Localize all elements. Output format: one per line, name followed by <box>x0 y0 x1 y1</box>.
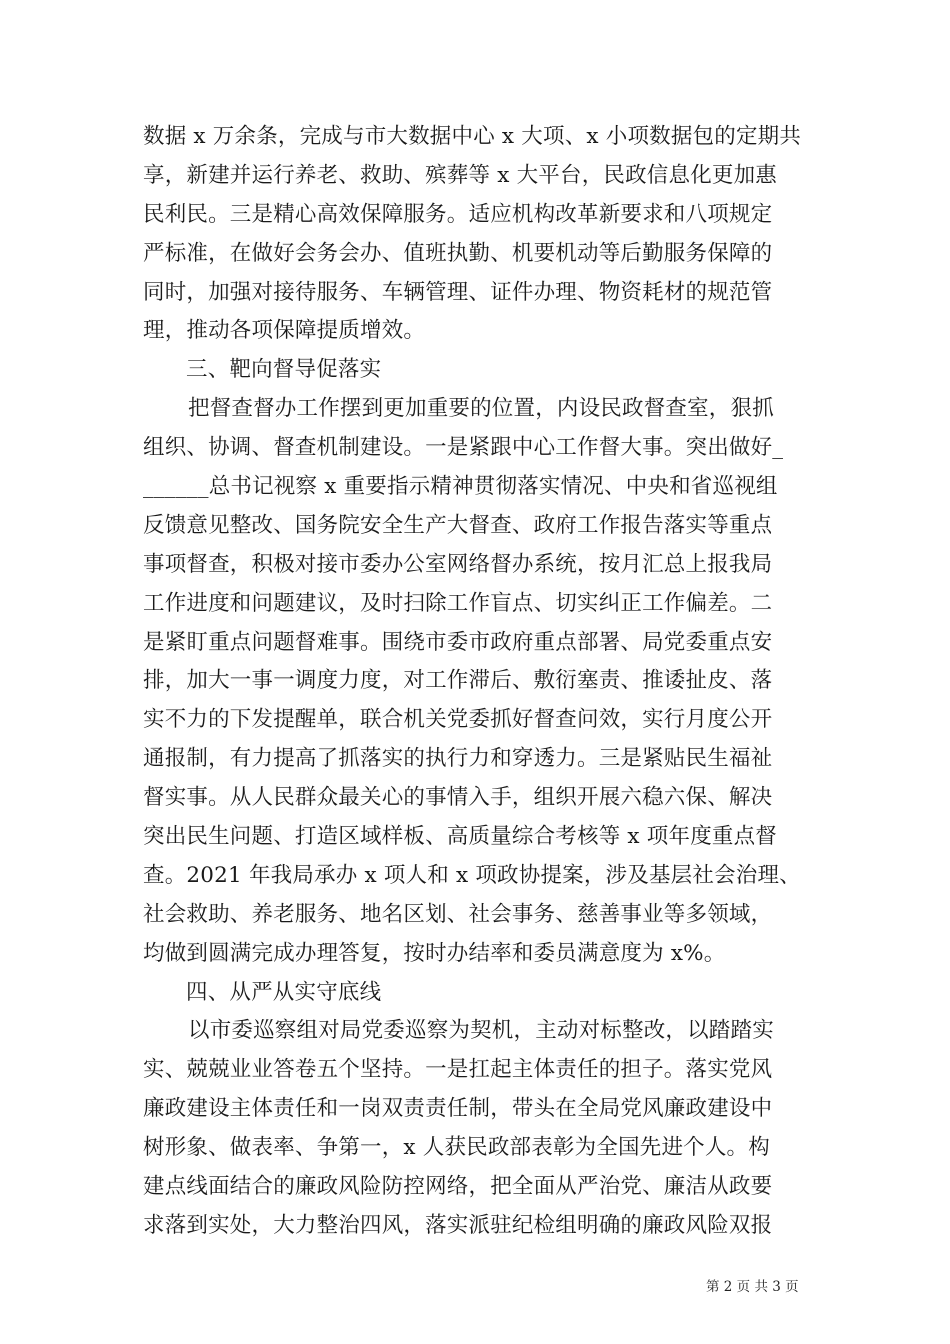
body-line: 严标准，在做好会务会办、值班执勤、机要机动等后勤服务保障的 <box>143 240 773 266</box>
body-line: 实不力的下发提醒单，联合机关党委抓好督查问效，实行月度公开 <box>143 707 773 733</box>
page-number-footer: 第 2 页 共 3 页 <box>706 1279 799 1295</box>
body-line: 树形象、做表率、争第一，x 人获民政部表彰为全国先进个人。构 <box>143 1135 770 1161</box>
body-line: 事项督查，积极对接市委办公室网络督办系统，按月汇总上报我局 <box>143 551 773 577</box>
section-heading: 三、靶向督导促落实 <box>186 357 382 383</box>
body-line: 实、兢兢业业答卷五个坚持。一是扛起主体责任的担子。落实党风 <box>143 1057 773 1083</box>
section-heading: 四、从严从实守底线 <box>186 979 382 1005</box>
body-line: 是紧盯重点问题督难事。围绕市委市政府重点部署、局党委重点安 <box>143 629 773 655</box>
paragraph-first-line: 把督查督办工作摆到更加重要的位置，内设民政督查室，狠抓 <box>188 396 774 422</box>
body-line: 均做到圆满完成办理答复，按时办结率和委员满意度为 x%。 <box>143 940 726 966</box>
body-line: 查。2021 年我局承办 x 项人和 x 项政协提案，涉及基层社会治理、 <box>143 862 801 888</box>
body-line: 民利民。三是精心高效保障服务。适应机构改革新要求和八项规定 <box>143 201 773 227</box>
body-line: 建点线面结合的廉政风险防控网络，把全面从严治党、廉洁从政要 <box>143 1174 773 1200</box>
body-line: 反馈意见整改、国务院安全生产大督查、政府工作报告落实等重点 <box>143 512 773 538</box>
body-line: 组织、协调、督查机制建设。一是紧跟中心工作督大事。突出做好_ <box>143 435 784 461</box>
paragraph-first-line: 以市委巡察组对局党委巡察为契机，主动对标整改，以踏踏实 <box>188 1018 774 1044</box>
body-line: 理，推动各项保障提质增效。 <box>143 318 426 344</box>
body-line: 数据 x 万余条，完成与市大数据中心 x 大项、x 小项数据包的定期共 <box>143 124 802 149</box>
body-line: 社会救助、养老服务、地名区划、社会事务、慈善事业等多领域， <box>143 901 773 927</box>
body-line: 廉政建设主体责任和一岗双责责任制，带头在全局党风廉政建设中 <box>143 1096 773 1122</box>
body-line: 督实事。从人民群众最关心的事情入手，组织开展六稳六保、解决 <box>143 785 773 811</box>
body-line: ______总书记视察 x 重要指示精神贯彻落实情况、中央和省巡视组 <box>143 474 778 500</box>
body-line: 排，加大一事一调度力度，对工作滞后、敷衍塞责、推诿扯皮、落 <box>143 668 773 694</box>
body-line: 通报制，有力提高了抓落实的执行力和穿透力。三是紧贴民生福祉 <box>143 746 773 772</box>
body-line: 求落到实处，大力整治四风，落实派驻纪检组明确的廉政风险双报 <box>143 1212 773 1238</box>
body-line: 突出民生问题、打造区域样板、高质量综合考核等 x 项年度重点督 <box>143 824 777 850</box>
body-line: 工作进度和问题建议，及时扫除工作盲点、切实纠正工作偏差。二 <box>143 590 773 616</box>
document-body <box>143 118 803 1246</box>
body-line: 享，新建并运行养老、救助、殡葬等 x 大平台，民政信息化更加惠 <box>143 162 777 188</box>
body-line: 同时，加强对接待服务、车辆管理、证件办理、物资耗材的规范管 <box>143 279 773 305</box>
